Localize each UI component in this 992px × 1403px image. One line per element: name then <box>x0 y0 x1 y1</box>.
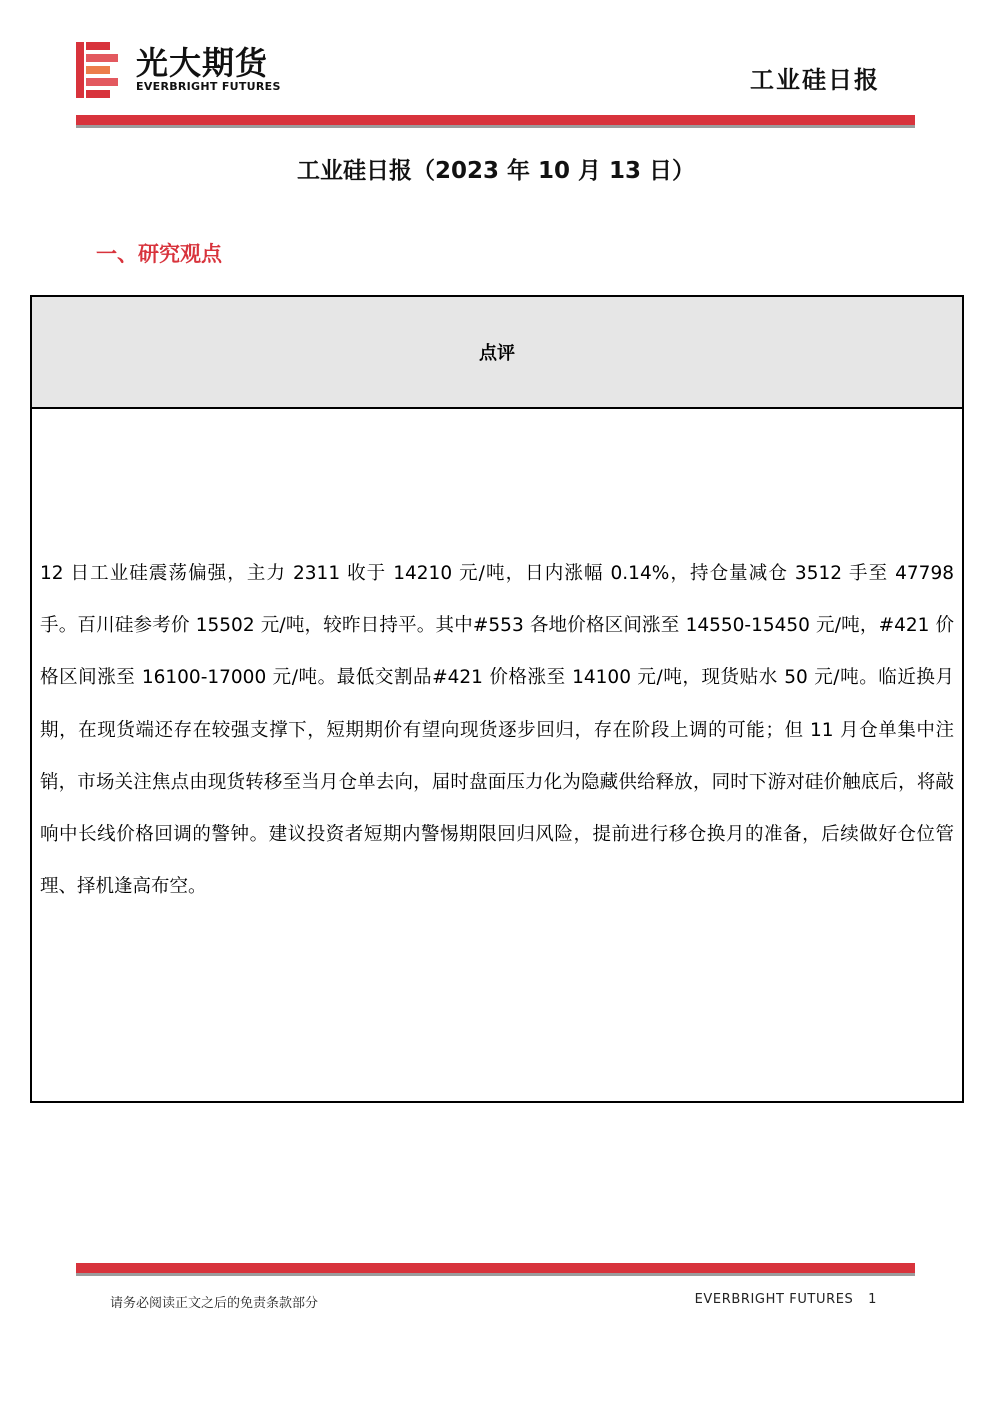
company-logo <box>76 42 286 98</box>
header-rule-grey <box>76 125 915 128</box>
logo-name-cn: 光大期货 <box>136 44 269 82</box>
footer-brand: EVERBRIGHT FUTURES <box>694 1292 854 1307</box>
logo-name-en: EVERBRIGHT FUTURES <box>136 80 281 93</box>
header-rule <box>76 115 915 128</box>
footer-rule <box>76 1263 915 1276</box>
footer-rule-grey <box>76 1273 915 1276</box>
header-rule-red <box>76 115 915 125</box>
header-report-title: 工业硅日报 <box>750 66 880 94</box>
commentary-text: 12 日工业硅震荡偏强，主力 2311 收于 14210 元/吨，日内涨幅 0.14%，持仓量减仓 3512 手至 47798 手。百川硅参考价 15502 元/吨，较昨日持平。其中#553 各地价格区间涨至 14550-15450 元/吨，#421 价格区间涨至 16100-17000 元/吨。最低交割品#421 价格涨至 14100 元/吨，现货贴水 50 元/吨。临近换月期，在现货端还存在较强支撑下，短期期价有望向现货逐步回归，存在阶段上调的可能；但 11 月仓单集中注销，市场关注焦点由现货转移至当月仓单去向，届时盘面压力化为隐藏供给释放，同时下游对硅价触底后，将敲响中长线价格回调的警钟。建议投资者短期内警惕期限回归风险，提前进行移仓换月的准备，后续做好仓位管理、择机逢高布空。 <box>40 563 954 898</box>
commentary-table <box>30 295 964 1103</box>
footer-rule-red <box>76 1263 915 1273</box>
section-title: 一、研究观点 <box>96 242 222 266</box>
commentary-table-header: 点评 <box>32 297 962 409</box>
document-title: 工业硅日报（2023 年 10 月 13 日） <box>296 158 696 184</box>
footer-brand-page <box>695 1292 877 1307</box>
page-number: 1 <box>868 1292 877 1307</box>
footer-disclaimer: 请务必阅读正文之后的免责条款部分 <box>110 1296 319 1311</box>
everbright-logo-icon <box>76 42 118 98</box>
